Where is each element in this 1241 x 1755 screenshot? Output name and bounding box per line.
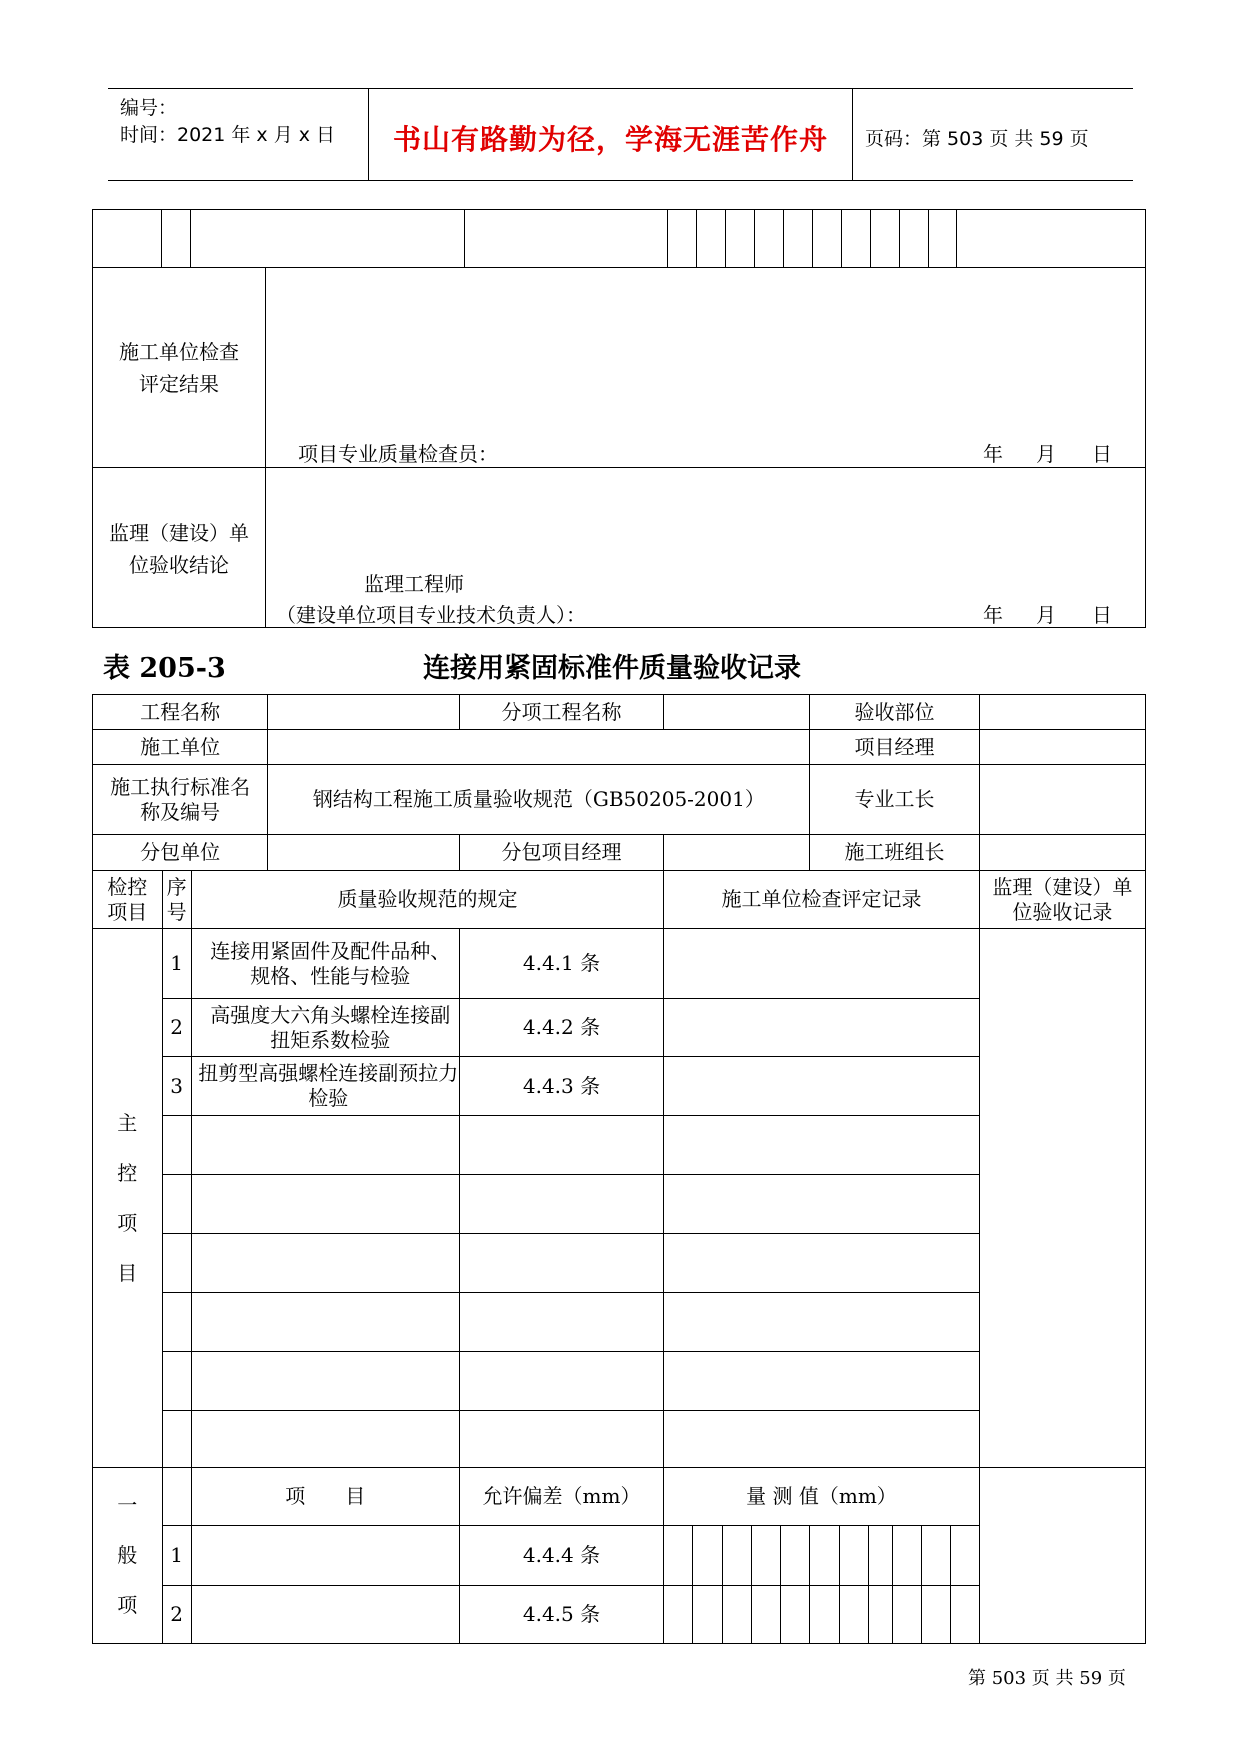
- measure-cell[interactable]: [751, 1526, 780, 1585]
- main-item-seq: 3: [162, 1057, 191, 1116]
- measure-cell[interactable]: [722, 1585, 751, 1643]
- project-manager-value[interactable]: [979, 730, 1145, 765]
- main-item-clause: 4.4.1 条: [459, 929, 664, 999]
- measure-cell[interactable]: [868, 1585, 892, 1643]
- main-item-record[interactable]: [664, 1175, 979, 1234]
- construction-unit-label: 施工单位: [93, 730, 268, 765]
- project-name-value[interactable]: [268, 695, 459, 730]
- main-item-record[interactable]: [664, 929, 979, 999]
- main-item-record[interactable]: [664, 1411, 979, 1468]
- table-title: 连接用紧固标准件质量验收记录: [423, 653, 801, 684]
- measure-cell[interactable]: [893, 1526, 922, 1585]
- professional-foreman-label: 专业工长: [810, 765, 979, 835]
- construction-check-label: 施工单位检查评定结果: [119, 340, 239, 396]
- table-number: 表 205-3: [103, 653, 226, 684]
- team-leader-value[interactable]: [979, 835, 1145, 871]
- general-item-desc[interactable]: [191, 1585, 459, 1643]
- general-item-header: 项 目: [191, 1468, 459, 1526]
- measure-cell[interactable]: [951, 1526, 979, 1585]
- acceptance-part-label: 验收部位: [810, 695, 979, 730]
- subcontract-unit-label: 分包单位: [93, 835, 268, 871]
- main-item-clause[interactable]: [459, 1234, 664, 1293]
- general-item-clause: 4.4.4 条: [459, 1526, 664, 1585]
- construction-record-header: 施工单位检查评定记录: [664, 871, 979, 929]
- general-label: 一 般 项: [93, 1468, 163, 1644]
- acceptance-part-value[interactable]: [979, 695, 1145, 730]
- main-item-record[interactable]: [664, 1057, 979, 1116]
- main-item-desc[interactable]: [191, 1352, 459, 1411]
- main-item-clause[interactable]: [459, 1175, 664, 1234]
- standard-label: 施工执行标准名称及编号: [93, 765, 268, 835]
- main-item-record[interactable]: [664, 1293, 979, 1352]
- main-item-clause: 4.4.3 条: [459, 1057, 664, 1116]
- supervision-date-month: 月: [1036, 603, 1056, 627]
- team-leader-label: 施工班组长: [810, 835, 979, 871]
- inspector-date-day: 日: [1092, 442, 1112, 466]
- check-item-header: 检控项目: [93, 871, 163, 929]
- project-name-label: 工程名称: [93, 695, 268, 730]
- measure-cell[interactable]: [839, 1585, 868, 1643]
- measure-cell[interactable]: [781, 1526, 810, 1585]
- main-item-seq: 2: [162, 999, 191, 1057]
- supervision-conclusion-label: 监理（建设）单位验收结论: [109, 521, 249, 577]
- main-item-seq: 1: [162, 929, 191, 999]
- main-item-seq: [162, 1293, 191, 1352]
- main-item-clause[interactable]: [459, 1293, 664, 1352]
- supervision-engineer-sub-label: （建设单位项目专业技术负责人）：: [276, 603, 586, 627]
- general-measured-header: 量 测 值（mm）: [664, 1468, 979, 1526]
- main-item-desc[interactable]: [191, 1116, 459, 1175]
- acceptance-record-table: [92, 694, 1146, 1644]
- main-control-label: 主 控 项 目: [93, 929, 163, 1468]
- main-item-desc[interactable]: [191, 1293, 459, 1352]
- main-item-desc: 高强度大六角头螺栓连接副扭矩系数检验: [191, 999, 459, 1057]
- document-time-label: 时间：2021 年 x 月 x 日: [120, 124, 336, 146]
- supervision-date-year: 年: [983, 603, 1003, 627]
- header-motto: 书山有路勤为径，学海无涯苦作舟: [393, 123, 829, 156]
- professional-foreman-value[interactable]: [979, 765, 1145, 835]
- measure-cell[interactable]: [693, 1526, 722, 1585]
- main-item-seq: [162, 1234, 191, 1293]
- main-item-record[interactable]: [664, 1352, 979, 1411]
- measure-cell[interactable]: [893, 1585, 922, 1643]
- subcontract-unit-value[interactable]: [268, 835, 459, 871]
- general-item-clause: 4.4.5 条: [459, 1585, 664, 1643]
- general-seq-header: [162, 1468, 191, 1526]
- general-item-seq: 2: [162, 1585, 191, 1643]
- inspector-label: 项目专业质量检查员：: [298, 442, 498, 466]
- supervision-record-header: 监理（建设）单位验收记录: [979, 871, 1145, 929]
- measure-cell[interactable]: [664, 1526, 693, 1585]
- main-item-record[interactable]: [664, 1234, 979, 1293]
- seq-header: 序号: [162, 871, 191, 929]
- measure-cell[interactable]: [810, 1526, 839, 1585]
- supervision-engineer-label: 监理工程师: [364, 572, 464, 596]
- inspector-date-month: 月: [1036, 442, 1056, 466]
- measure-cell[interactable]: [839, 1526, 868, 1585]
- measure-cell[interactable]: [722, 1526, 751, 1585]
- main-item-clause[interactable]: [459, 1116, 664, 1175]
- main-item-clause: 4.4.2 条: [459, 999, 664, 1057]
- supervision-date-day: 日: [1092, 603, 1112, 627]
- main-supervision-record[interactable]: [979, 929, 1145, 1468]
- measure-cell[interactable]: [868, 1526, 892, 1585]
- measure-cell[interactable]: [810, 1585, 839, 1643]
- main-item-desc[interactable]: [191, 1175, 459, 1234]
- main-item-clause[interactable]: [459, 1411, 664, 1468]
- sub-project-name-label: 分项工程名称: [459, 695, 664, 730]
- document-number-label: 编号：: [120, 97, 178, 119]
- main-item-desc: 连接用紧固件及配件品种、规格、性能与检验: [191, 929, 459, 999]
- project-manager-label: 项目经理: [810, 730, 979, 765]
- main-item-seq: [162, 1116, 191, 1175]
- general-item-seq: 1: [162, 1526, 191, 1585]
- inspector-date-year: 年: [983, 442, 1003, 466]
- main-item-desc: 扭剪型高强螺栓连接副预拉力检验: [191, 1057, 459, 1116]
- specification-header: 质量验收规范的规定: [191, 871, 664, 929]
- main-item-desc[interactable]: [191, 1234, 459, 1293]
- main-item-record[interactable]: [664, 1116, 979, 1175]
- measure-cell[interactable]: [951, 1585, 979, 1643]
- general-supervision-record[interactable]: [979, 1468, 1145, 1644]
- main-item-seq: [162, 1175, 191, 1234]
- measure-cell[interactable]: [922, 1585, 951, 1643]
- general-item-desc[interactable]: [191, 1526, 459, 1585]
- main-item-desc[interactable]: [191, 1411, 459, 1468]
- main-item-seq: [162, 1411, 191, 1468]
- main-item-record[interactable]: [664, 999, 979, 1057]
- subcontract-manager-value[interactable]: [664, 835, 810, 871]
- construction-unit-value[interactable]: [268, 730, 810, 765]
- measure-cell[interactable]: [664, 1585, 693, 1643]
- measure-cell[interactable]: [751, 1585, 780, 1643]
- main-item-clause[interactable]: [459, 1352, 664, 1411]
- sub-project-name-value[interactable]: [664, 695, 810, 730]
- page-footer: 第 503 页 共 59 页: [968, 1668, 1126, 1689]
- header-page-label: 页码：第 503 页 共 59 页: [865, 128, 1089, 150]
- measure-cell[interactable]: [781, 1585, 810, 1643]
- measure-cell[interactable]: [922, 1526, 951, 1585]
- measure-cell[interactable]: [693, 1585, 722, 1643]
- standard-value: 钢结构工程施工质量验收规范（GB50205-2001）: [268, 765, 810, 835]
- subcontract-manager-label: 分包项目经理: [459, 835, 664, 871]
- main-item-seq: [162, 1352, 191, 1411]
- general-tolerance-header: 允许偏差（mm）: [459, 1468, 664, 1526]
